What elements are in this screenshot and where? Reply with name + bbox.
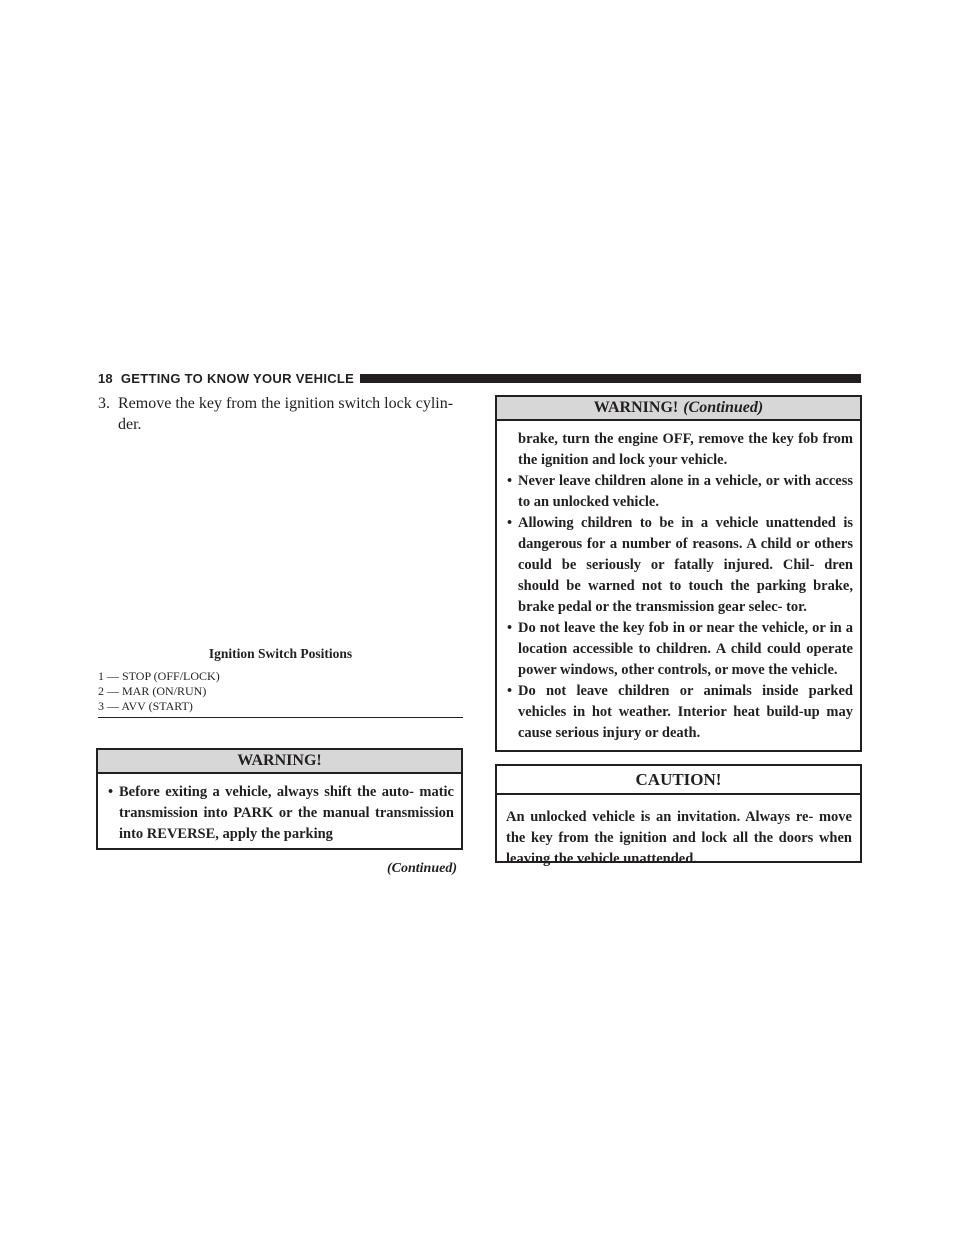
figure-caption: Ignition Switch Positions (208, 646, 353, 661)
header-rule (360, 374, 861, 383)
step-list (98, 393, 463, 435)
warning-continuation-text: brake, turn the engine OFF, remove the key fob from the ignition and lock your vehicle. (518, 431, 853, 468)
warning-bullet (507, 471, 853, 513)
warning-bullet-text: Never leave children alone in a vehicle, or with access to an unlocked vehicle. (518, 473, 853, 510)
section-title: GETTING TO KNOW YOUR VEHICLE (120, 370, 355, 386)
warning-bullet-text: Do not leave children or animals inside parked vehicles in hot weather. Interior heat build-up may cause serious injury or death. (518, 683, 853, 741)
warning-continued-box (495, 395, 862, 752)
step-number: 3. (98, 395, 110, 412)
page-number: 18 (98, 370, 113, 386)
bullet-icon: • (507, 683, 513, 699)
warning-title: WARNING! (98, 750, 461, 774)
step-item (98, 393, 463, 435)
caution-text: An unlocked vehicle is an invitation. Always re- move the key from the ignition and lock all the doors when leaving the vehicle unattended. (506, 809, 852, 867)
warning-bullet (507, 618, 853, 681)
warning-title-suffix: (Continued) (683, 399, 764, 416)
warning-bullet-text: Allowing children to be in a vehicle unattended is dangerous for a number of reasons. A child or others could be seriously or fatally injured. Chil- dren should be warned not to touch the parking brake, brake pedal or the transmission gear selec- tor. (518, 515, 853, 615)
warning-continued-body (497, 421, 860, 752)
legend-item: 1 — STOP (OFF/LOCK) (98, 669, 220, 683)
bullet-icon: • (507, 620, 513, 636)
bullet-icon: • (108, 784, 114, 800)
figure-legend (98, 669, 463, 714)
warning-body (98, 774, 461, 853)
step-text: Remove the key from the ignition switch lock cylin- der. (118, 395, 454, 433)
legend-divider (98, 717, 463, 718)
bullet-icon: • (507, 473, 513, 489)
legend-item: 3 — AVV (START) (98, 699, 193, 713)
continued-note: (Continued) (386, 861, 457, 876)
warning-title-text: WARNING! (593, 399, 679, 416)
warning-bullet (507, 513, 853, 618)
bullet-icon: • (507, 515, 513, 531)
page-header (98, 370, 861, 386)
caution-title: CAUTION! (497, 766, 860, 795)
caution-box (495, 764, 862, 867)
warning-box (96, 748, 463, 850)
ignition-switch-figure (98, 440, 463, 638)
warning-bullet-text: Do not leave the key fob in or near the vehicle, or in a location accessible to children. A child could operate power windows, other controls, or move the vehicle. (518, 620, 853, 678)
warning-bullet (108, 782, 454, 845)
warning-continued-title (497, 397, 860, 421)
legend-item: 2 — MAR (ON/RUN) (98, 684, 207, 698)
warning-bullet (507, 681, 853, 744)
warning-bullet-text: Before exiting a vehicle, always shift the auto- matic transmission into PARK or the manual transmission into REVERSE, apply the parking (119, 784, 454, 842)
